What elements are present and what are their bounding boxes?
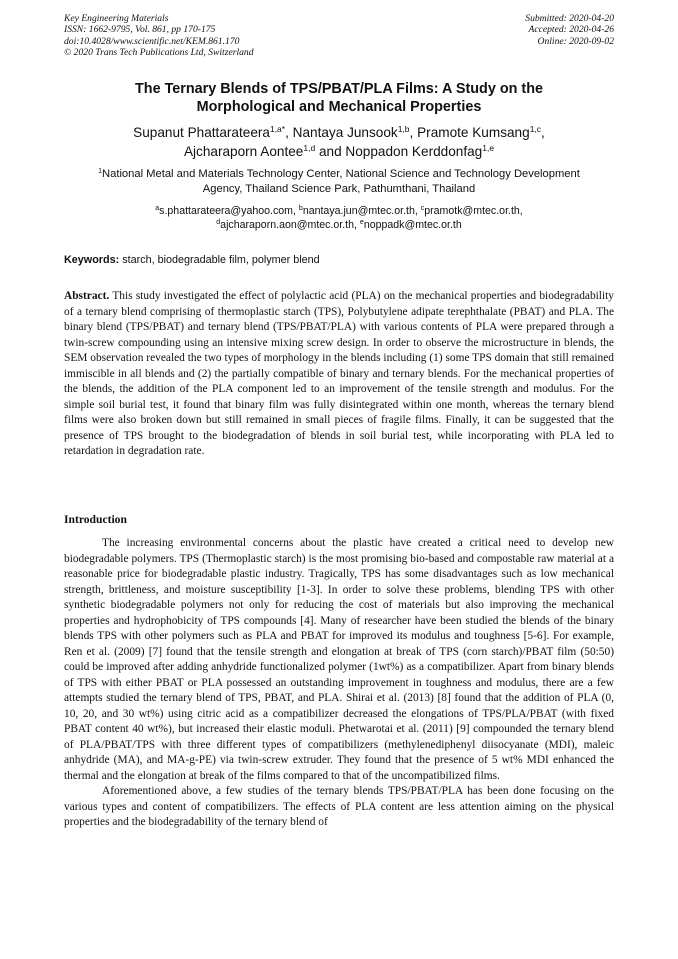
- title-line: The Ternary Blends of TPS/PBAT/PLA Films: A Study on the: [134, 81, 544, 97]
- affiliation-line: Agency, Thailand Science Park, Pathumthani, Thailand: [202, 183, 476, 195]
- paper-title: [64, 80, 614, 116]
- journal-issn: ISSN: 1662-9795, Vol. 861, pp 170-175: [64, 24, 216, 36]
- email-address[interactable]: noppadk@mtec.or.th: [363, 219, 462, 231]
- dates-header: [525, 13, 614, 47]
- keywords-text: starch, biodegradable film, polymer blend: [119, 254, 320, 266]
- paragraph: Aforementioned above, a few studies of the ternary blends TPS/PBAT/PLA has been done focusing on the various types and content of compatibilizers. The effects of PLA content are less attention aiming on the physical properties and the biodegradability of the ternary blend of: [64, 785, 614, 828]
- author-name: Ajcharaporn Aontee: [183, 144, 304, 159]
- author-name: Nantaya Junsook: [292, 125, 398, 140]
- journal-name: Key Engineering Materials: [64, 13, 169, 24]
- email-mark: d: [216, 219, 221, 226]
- section-heading-introduction: Introduction: [64, 513, 127, 526]
- abstract-text: This study investigated the effect of polylactic acid (PLA) on the mechanical properties and biodegradability of a ternary blend comprising of thermoplastic starch (TPS), Polybutylene adipate terephthalate (PBAT) and PLA. The binary blend (TPS/PBAT) and ternary blend (TPS/PBAT/PLA) with various contents of PLA were prepared through a twin-screw compounding using an intensive mixing screw design. In order to observe the microstructure in blends, the SEM observation revealed the two types of morphology in the blends including (1) some TPS domain that still remained immiscible in all blends and (2) the partially compatible of binary and ternary blends. For the mechanical properties of the blends, the addition of the PLA component led to an improvement of the tensile strength and modulus. For the simple soil burial test, it found that binary film was fully disintegrated within one month, whereas the ternary blend films were also broken down but still remained in small pieces of fragile films. Finally, it can be suggested that the presence of TPS brought to the biodegradation of blends in soil burial test, while incorporating with PLA led to retardation in degradation rate.: [64, 290, 614, 457]
- author-separator: ,: [409, 125, 418, 140]
- introduction-body: [64, 536, 614, 831]
- author-affiliation-mark: 1,a*: [269, 124, 286, 134]
- author-name: Supanut Phattarateera: [133, 125, 270, 140]
- title-line: Morphological and Mechanical Properties: [196, 99, 482, 115]
- email-line: [64, 204, 614, 218]
- date-online: Online: 2020-09-02: [537, 35, 614, 47]
- email-address[interactable]: pramotk@mtec.or.th,: [424, 205, 523, 217]
- journal-doi: doi:10.4028/www.scientific.net/KEM.861.170: [64, 35, 240, 47]
- author-affiliation-mark: 1,d: [303, 143, 316, 153]
- author-separator: ,: [285, 125, 293, 140]
- keywords-label: Keywords:: [64, 254, 120, 266]
- journal-copyright: © 2020 Trans Tech Publications Ltd, Switzerland: [64, 47, 254, 59]
- abstract-label: Abstract.: [64, 290, 110, 302]
- affiliation-mark: 1: [98, 168, 103, 175]
- email-address[interactable]: ajcharaporn.aon@mtec.or.th,: [220, 219, 360, 231]
- author-separator: ,: [541, 125, 545, 140]
- author-affiliation-mark: 1,e: [482, 143, 495, 153]
- email-mark: c: [420, 205, 425, 212]
- email-mark: e: [359, 219, 364, 226]
- affiliation: [64, 167, 614, 197]
- author-line: [64, 142, 614, 161]
- journal-header: [64, 13, 254, 59]
- paragraph: The increasing environmental concerns about the plastic have created a critical need to develop new biodegradable polymers. TPS (Thermoplastic starch) is the most promising bio-based and compostable raw material at a reasonable price for biodegradable plastic industry. Tragically, TPS has some disadvantages such as low mechanical strength, brittleness, and moisture susceptibility [1-3]. In order to solve these problems, blending TPS with other synthetic biodegradable polymers not only for reducing the cost of materials but also improving the mechanical properties and hydrophobicity of TPS compounds [4]. Many of researcher have been studied the blends of the binary blends TPS with other polymers such as PLA and PBAT for improved its modulus and toughness [5-6]. For example, Ren et al. (2009) [7] found that the tensile strength and elongation at break of TPS (corn starch)/PBAT film (50:50) could be improved after adding anhydride functionalized polymer (1wt%) as a compatibilizer. Apart from binary blends of TPS with either PBAT or PLA possessed an outstanding improvement in toughness and modulus, there are a few attempts studied the ternary blend of TPS, PBAT, and PLA. Shirai et al. (2013) [8] found that the addition of PLA (0, 10, 20, and 30 wt%) using citric acid as a compatibilizer decreased the elongations of TPS/PLA/PBAT (with fixed PBAT content 40 wt%), but increased their elastic moduli. Phetwarotai et al. (2011) [9] compounded the ternary blend of PLA/PBAT/TPS with three different types of compatibilizers (methylenediphenyl diisocyanate (MDI), maleic anhydride (MA), and MA-g-PE) via twin-screw extruder. They found that the presence of 5 wt% MDI enhanced the thermal and the elongation at break of the films compared to that of the uncompatibilized films.: [64, 537, 614, 782]
- keywords: [64, 253, 614, 267]
- date-submitted: Submitted: 2020-04-20: [525, 13, 614, 24]
- email-line: [64, 218, 614, 232]
- email-address[interactable]: nantaya.jun@mtec.or.th,: [302, 205, 421, 217]
- email-address[interactable]: s.phattarateera@yahoo.com,: [159, 205, 299, 217]
- author-affiliation-mark: 1,c: [529, 124, 542, 134]
- author-line: [64, 123, 614, 142]
- author-list: [64, 123, 614, 161]
- email-mark: a: [155, 205, 160, 212]
- date-accepted: Accepted: 2020-04-26: [528, 24, 614, 36]
- email-mark: b: [298, 205, 303, 212]
- abstract: [64, 289, 614, 460]
- author-name: Pramote Kumsang: [417, 125, 530, 140]
- author-separator: and: [315, 144, 346, 159]
- author-affiliation-mark: 1,b: [397, 124, 410, 134]
- affiliation-line: [64, 167, 614, 182]
- author-name: Noppadon Kerddonfag: [345, 144, 483, 159]
- email-list: [64, 204, 614, 232]
- affiliation-text: National Metal and Materials Technology Center, National Science and Technology Development: [102, 168, 580, 180]
